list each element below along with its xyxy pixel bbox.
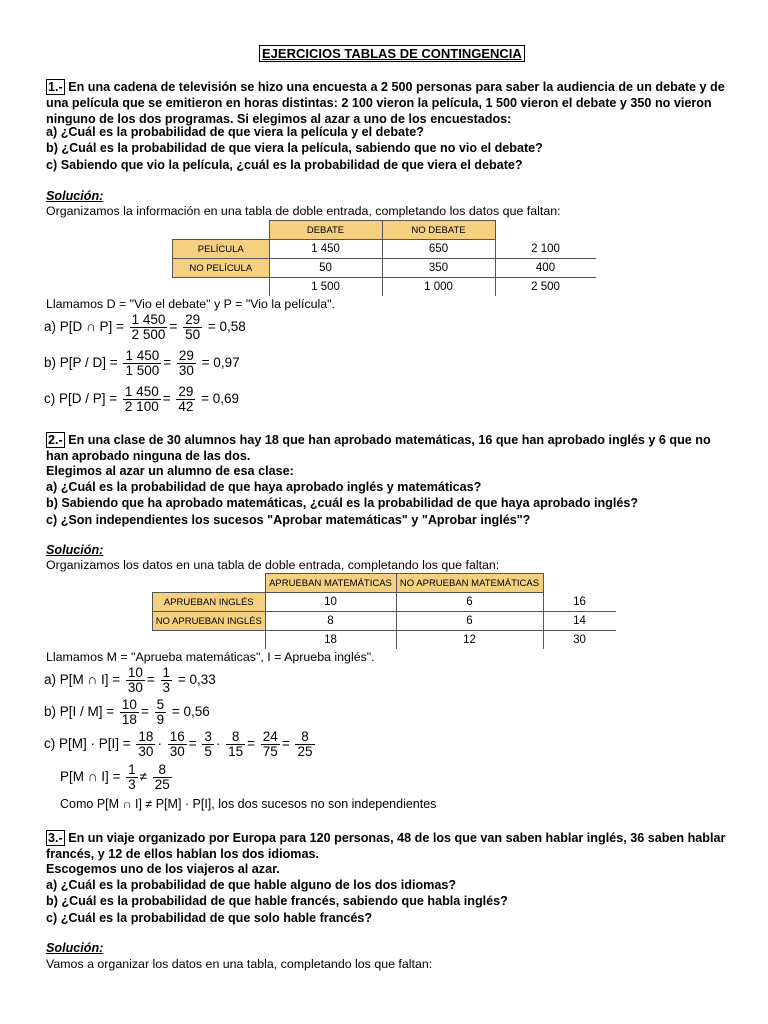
formula-lhs: c) P[D / P] = bbox=[44, 391, 118, 407]
denominator: 25 bbox=[297, 744, 313, 759]
exercise-1-table bbox=[172, 220, 596, 296]
denominator: 2 500 bbox=[131, 327, 166, 342]
numerator: 1 bbox=[162, 665, 171, 680]
exercise-2-conclusion: Como P[M ∩ I] ≠ P[M] · P[I], los dos sucesos no son independientes bbox=[60, 797, 437, 811]
exercise-3-intro: Vamos a organizar los datos en una tabla, completando los que faltan: bbox=[46, 957, 433, 971]
denominator: 30 bbox=[138, 744, 154, 759]
denominator: 1 500 bbox=[125, 363, 160, 378]
formula-lhs: b) P[I / M] = bbox=[44, 704, 115, 720]
exercise-1-solution-label: Solución: bbox=[46, 189, 104, 203]
exercise-2-question-c: c) ¿Son independientes los sucesos "Aprobar matemáticas" y "Aprobar inglés"? bbox=[46, 513, 531, 527]
denominator: 25 bbox=[154, 777, 170, 792]
formula-result: = 0,56 bbox=[171, 704, 210, 720]
table-cell: 16 bbox=[543, 593, 616, 612]
formula-result: = 0,97 bbox=[201, 355, 240, 371]
exercise-3-text: En un viaje organizado por Europa para 120 personas, 48 de los que van saben hablar inglés, 36 saben hablar francés, y 12 de ellos hablan los dos idiomas. bbox=[46, 831, 726, 861]
exercise-1-question-b: b) ¿Cuál es la probabilidad de que viera la película, sabiendo que no vio el debate? bbox=[46, 141, 543, 155]
numerator: 8 bbox=[153, 763, 172, 778]
table-cell: 2 500 bbox=[495, 278, 596, 297]
exercise-2-formula-a: a) P[M ∩ I] = $\frac{10}{30}$ = $\frac{1}{3}$ = 0,33 bbox=[44, 665, 216, 695]
formula-result: = 0,58 bbox=[207, 319, 246, 335]
exercise-2-formula-b: b) P[I / M] = $\frac{10}{18}$ = $\frac{5}{9}$ = 0,56 bbox=[44, 697, 210, 727]
exercise-3-choose: Escogemos uno de los viajeros al azar. bbox=[46, 862, 280, 876]
denominator: 5 bbox=[204, 744, 212, 759]
exercise-1-text: En una cadena de televisión se hizo una encuesta a 2 500 personas para saber la audiencia de un debate y de una película que se emitieron en horas distintas: 2 100 vieron la película, 1 500 vieron el debate y 350 no vieron ninguno de los dos programas. Si elegimos al azar a uno de los encuestados: bbox=[46, 80, 725, 126]
table-cell: 6 bbox=[396, 612, 543, 631]
formula-lhs: P[M ∩ I] = bbox=[60, 769, 121, 785]
numerator: 5 bbox=[156, 697, 165, 712]
numerator: 8 bbox=[295, 730, 314, 745]
table-cell: 14 bbox=[543, 612, 616, 631]
exercise-2-formula-d: P[M ∩ I] = $\frac{1}{3}$ ≠ $\frac{8}{25}$ bbox=[60, 762, 170, 792]
numerator: 1 450 bbox=[124, 384, 159, 399]
table-row-header: APRUEBAN INGLÉS bbox=[153, 593, 266, 612]
exercise-2-question-a: a) ¿Cuál es la probabilidad de que haya aprobado inglés y matemáticas? bbox=[46, 480, 482, 494]
table-cell: 1 450 bbox=[269, 240, 382, 259]
denominator: 30 bbox=[127, 680, 143, 695]
table-cell: 30 bbox=[543, 631, 616, 650]
exercise-2-naming: Llamamos M = "Aprueba matemáticas", I = Aprueba inglés". bbox=[46, 650, 375, 664]
exercise-1-number: 1.- bbox=[48, 80, 63, 94]
exercise-3-question-a: a) ¿Cuál es la probabilidad de que hable alguno de los dos idiomas? bbox=[46, 878, 457, 892]
numerator: 29 bbox=[185, 312, 201, 327]
formula-lhs: b) P[P / D] = bbox=[44, 355, 118, 371]
numerator: 1 bbox=[128, 762, 136, 777]
table-col-header: APRUEBAN MATEMÁTICAS bbox=[265, 574, 396, 593]
denominator: 30 bbox=[169, 744, 185, 759]
formula-lhs: a) P[M ∩ I] = bbox=[44, 672, 121, 688]
exercise-1-intro: Organizamos la información en una tabla de doble entrada, completando los datos que faltan: bbox=[46, 204, 561, 218]
table-cell: 6 bbox=[396, 593, 543, 612]
page-title: EJERCICIOS TABLAS DE CONTINGENCIA bbox=[259, 45, 525, 62]
exercise-2-solution-label: Solución: bbox=[46, 543, 104, 557]
table-cell: 1 000 bbox=[382, 278, 495, 297]
denominator: 9 bbox=[156, 712, 165, 727]
exercise-2-intro: Organizamos los datos en una tabla de doble entrada, completando los que faltan: bbox=[46, 558, 500, 572]
table-col-header: NO DEBATE bbox=[382, 221, 495, 240]
exercise-2-table bbox=[152, 573, 616, 649]
exercise-2-number: 2.- bbox=[48, 433, 63, 447]
exercise-1-question-c: c) Sabiendo que vio la película, ¿cuál es la probabilidad de que viera el debate? bbox=[46, 158, 523, 172]
denominator: 75 bbox=[262, 744, 278, 759]
exercise-1-question-a: a) ¿Cuál es la probabilidad de que viera la película y el debate? bbox=[46, 125, 424, 139]
formula-result: = 0,33 bbox=[177, 672, 216, 688]
numerator: 8 bbox=[226, 730, 245, 745]
exercise-3-solution-label: Solución: bbox=[46, 941, 104, 955]
numerator: 1 450 bbox=[125, 348, 160, 363]
exercise-1-naming: Llamamos D = "Vio el debate" y P = "Vio la película". bbox=[46, 297, 335, 311]
table-cell: 8 bbox=[265, 612, 396, 631]
formula-result: = 0,69 bbox=[201, 391, 240, 407]
exercise-2-statement bbox=[46, 432, 726, 464]
table-cell: 10 bbox=[265, 593, 396, 612]
denominator: 3 bbox=[162, 680, 171, 695]
table-row-header: NO PELÍCULA bbox=[173, 259, 270, 278]
numerator: 29 bbox=[178, 348, 194, 363]
table-cell: 18 bbox=[265, 631, 396, 650]
table-cell: 2 100 bbox=[495, 240, 596, 259]
denominator: 30 bbox=[178, 363, 194, 378]
numerator: 16 bbox=[169, 729, 185, 744]
exercise-3-question-c: c) ¿Cuál es la probabilidad de que solo hable francés? bbox=[46, 911, 373, 925]
numerator: 10 bbox=[121, 697, 137, 712]
denominator: 3 bbox=[128, 777, 136, 792]
exercise-3-number: 3.- bbox=[48, 831, 63, 845]
numerator: 18 bbox=[138, 729, 154, 744]
exercise-1-formula-b: b) P[P / D] = $\frac{1 450}{1 500}$ = $\frac{29}{30}$ = 0,97 bbox=[44, 348, 240, 378]
table-cell: 350 bbox=[382, 259, 495, 278]
numerator: 29 bbox=[178, 384, 194, 399]
exercise-3-statement bbox=[46, 830, 726, 862]
numerator: 1 450 bbox=[131, 312, 166, 327]
table-cell: 50 bbox=[269, 259, 382, 278]
denominator: 15 bbox=[228, 744, 244, 759]
denominator: 2 100 bbox=[124, 399, 159, 414]
table-col-header: NO APRUEBAN MATEMÁTICAS bbox=[396, 574, 543, 593]
exercise-1-statement bbox=[46, 79, 726, 127]
table-row-header: PELÍCULA bbox=[173, 240, 270, 259]
numerator: 24 bbox=[262, 729, 278, 744]
table-cell: 400 bbox=[495, 259, 596, 278]
exercise-1-formula-c: c) P[D / P] = $\frac{1 450}{2 100}$ = $\frac{29}{42}$ = 0,69 bbox=[44, 384, 240, 414]
table-col-header: DEBATE bbox=[269, 221, 382, 240]
formula-lhs: c) P[M] · P[I] = bbox=[44, 736, 131, 752]
exercise-2-question-b: b) Sabiendo que ha aprobado matemáticas, ¿cuál es la probabilidad de que haya aprobado inglés? bbox=[46, 496, 639, 510]
numerator: 10 bbox=[127, 665, 143, 680]
table-row-header: NO APRUEBAN INGLÉS bbox=[153, 612, 266, 631]
denominator: 42 bbox=[178, 399, 194, 414]
exercise-1-formula-a: a) P[D ∩ P] = $\frac{1 450}{2 500}$ = $\frac{29}{50}$ = 0,58 bbox=[44, 312, 246, 342]
exercise-2-formula-c: c) P[M] · P[I] = $\frac{18}{30}$ · $\frac{16}{30}$ = $\frac{3}{5}$ · $\frac{8}{15}$ = $\frac{24}{75}$ = $\frac{8}{25}$ bbox=[44, 729, 313, 759]
denominator: 18 bbox=[121, 712, 137, 727]
exercise-2-choose: Elegimos al azar un alumno de esa clase: bbox=[46, 464, 294, 478]
formula-lhs: a) P[D ∩ P] = bbox=[44, 319, 124, 335]
numerator: 3 bbox=[204, 729, 212, 744]
exercise-2-text: En una clase de 30 alumnos hay 18 que han aprobado matemáticas, 16 que han aprobado inglés y 6 que no han aprobado ninguna de las dos. bbox=[46, 433, 711, 463]
denominator: 50 bbox=[185, 327, 201, 342]
table-cell: 650 bbox=[382, 240, 495, 259]
table-cell: 12 bbox=[396, 631, 543, 650]
table-cell: 1 500 bbox=[269, 278, 382, 297]
exercise-3-question-b: b) ¿Cuál es la probabilidad de que hable francés, sabiendo que habla inglés? bbox=[46, 894, 508, 908]
